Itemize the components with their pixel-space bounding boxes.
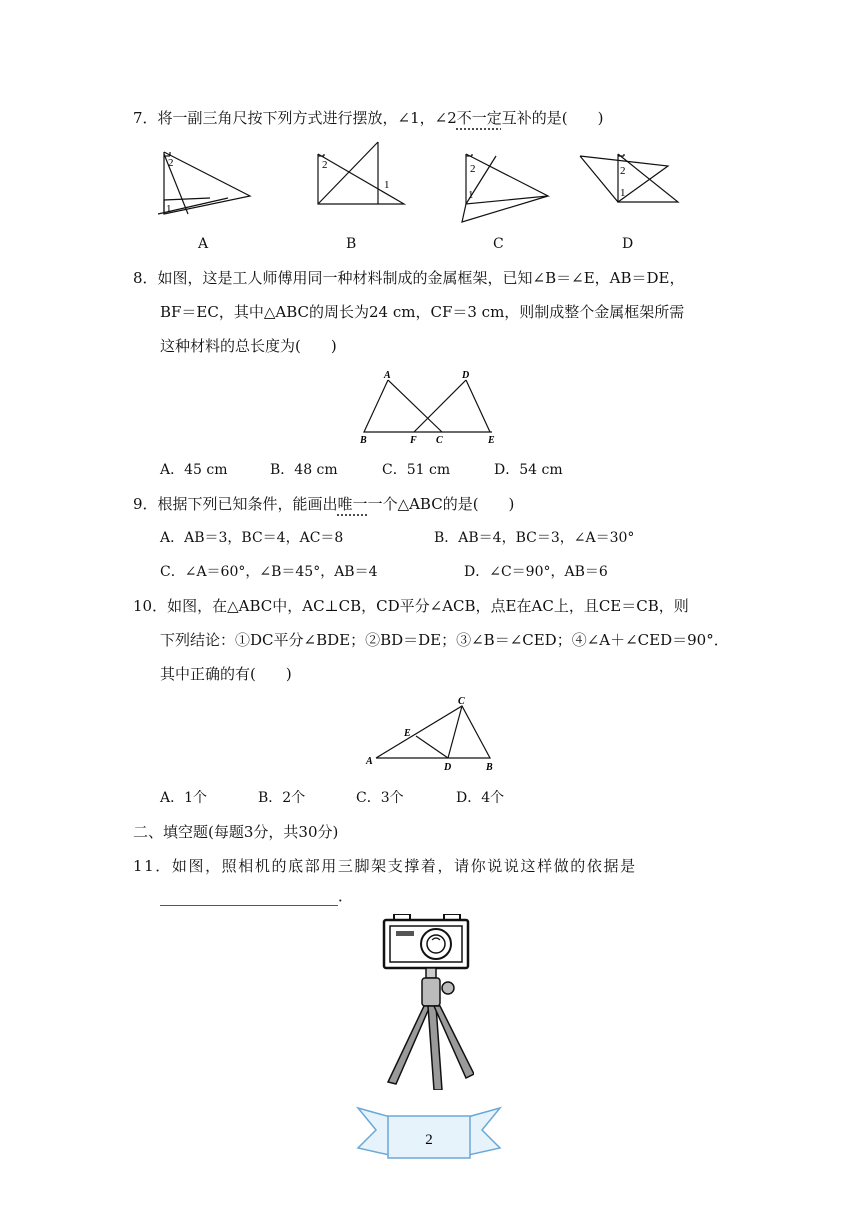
q10-option-b[interactable]: B．2个 <box>258 790 306 806</box>
q9-option-c[interactable]: C．∠A＝60°，∠B＝45°，AB＝4 <box>160 564 378 580</box>
q10-option-d[interactable]: D．4个 <box>456 790 505 806</box>
q8-line2: BF＝EC，其中△ABC的周长为24 cm，CF＝3 cm，则制成整个金属框架所需 <box>160 303 685 321</box>
q10-label-a: A <box>366 756 373 767</box>
q7-option-b[interactable]: B <box>346 236 357 252</box>
q10-option-c[interactable]: C．3个 <box>356 790 404 806</box>
q7c-angle2-label: 2 <box>470 163 476 175</box>
q8-line3: 这种材料的总长度为( ) <box>160 337 337 355</box>
q7-emphasis: 不一定 <box>456 109 502 127</box>
q7d-angle2-label: 2 <box>620 165 626 177</box>
q11-answer-blank[interactable] <box>160 891 338 906</box>
q9-stem-b: 一个△ABC的是( ) <box>367 495 515 513</box>
q7a-angle1-label: 1 <box>166 203 172 215</box>
q10-line1: 10．如图，在△ABC中，AC⊥CB，CD平分∠ACB，点E在AC上，且CE＝CB，则 <box>133 597 689 615</box>
q8-option-a[interactable]: A．45 cm <box>160 462 228 478</box>
q7-figure-d <box>576 150 686 208</box>
section2-title: 二、填空题(每题3分，共30分) <box>133 823 339 841</box>
page-number-ribbon <box>354 1104 504 1162</box>
q8-label-a: A <box>384 370 391 381</box>
q8-label-b: B <box>360 435 367 446</box>
q7-option-a[interactable]: A <box>198 236 209 252</box>
q7a-angle2-label: 2 <box>168 157 174 169</box>
q10-label-b: B <box>486 762 493 773</box>
q10-line3: 其中正确的有( ) <box>160 665 292 683</box>
q8-line1: 8．如图，这是工人师傅用同一种材料制成的金属框架，已知∠B＝∠E，AB＝DE， <box>133 269 685 287</box>
q9-option-a[interactable]: A．AB＝3，BC＝4，AC＝8 <box>160 530 344 546</box>
q10-line2: 下列结论：①DC平分∠BDE；②BD＝DE；③∠B＝∠CED；④∠A＋∠CED＝90°． <box>160 631 729 649</box>
q8-option-d[interactable]: D．54 cm <box>494 462 563 478</box>
q9-stem-a: 9．根据下列已知条件，能画出 <box>133 495 338 513</box>
q11-answer-line <box>160 886 353 906</box>
q11-tail: ． <box>338 887 354 905</box>
q8-label-e: E <box>488 435 495 446</box>
q7d-angle1-label: 1 <box>620 187 626 199</box>
q9-option-d[interactable]: D．∠C＝90°，AB＝6 <box>464 564 608 580</box>
q8-option-c[interactable]: C．51 cm <box>382 462 451 478</box>
q7-figure-c <box>458 148 558 226</box>
q7-option-c[interactable]: C <box>493 236 504 252</box>
page-number: 2 <box>425 1132 433 1148</box>
q7b-angle2-label: 2 <box>322 159 328 171</box>
q10-option-a[interactable]: A．1个 <box>160 790 208 806</box>
q11-line1: 11．如图，照相机的底部用三脚架支撑着，请你说说这样做的依据是 <box>133 857 637 875</box>
q7-figure-a <box>150 148 260 220</box>
q9-option-b[interactable]: B．AB＝4，BC＝3，∠A＝30° <box>434 530 635 546</box>
q10-label-c: C <box>458 696 465 707</box>
q10-figure <box>360 696 500 774</box>
q8-figure <box>356 368 506 446</box>
q8-label-c: C <box>436 435 443 446</box>
q8-option-b[interactable]: B．48 cm <box>270 462 338 478</box>
q10-label-e: E <box>404 728 411 739</box>
q9-stem <box>133 494 514 514</box>
q7-option-d[interactable]: D <box>622 236 634 252</box>
q7-stem-text: 7．将一副三角尺按下列方式进行摆放，∠1，∠2 <box>133 109 457 127</box>
q7-figure-b <box>312 140 412 210</box>
q8-label-d: D <box>462 370 470 381</box>
q10-label-d: D <box>444 762 452 773</box>
q9-emphasis: 唯一 <box>337 495 368 513</box>
q7-tail: 互补的是( ) <box>501 109 604 127</box>
camera-tripod-illustration <box>378 914 474 1090</box>
q7c-angle1-label: 1 <box>468 189 474 201</box>
q7-stem <box>133 108 604 128</box>
q8-label-f: F <box>410 435 417 446</box>
q7b-angle1-label: 1 <box>384 179 390 191</box>
